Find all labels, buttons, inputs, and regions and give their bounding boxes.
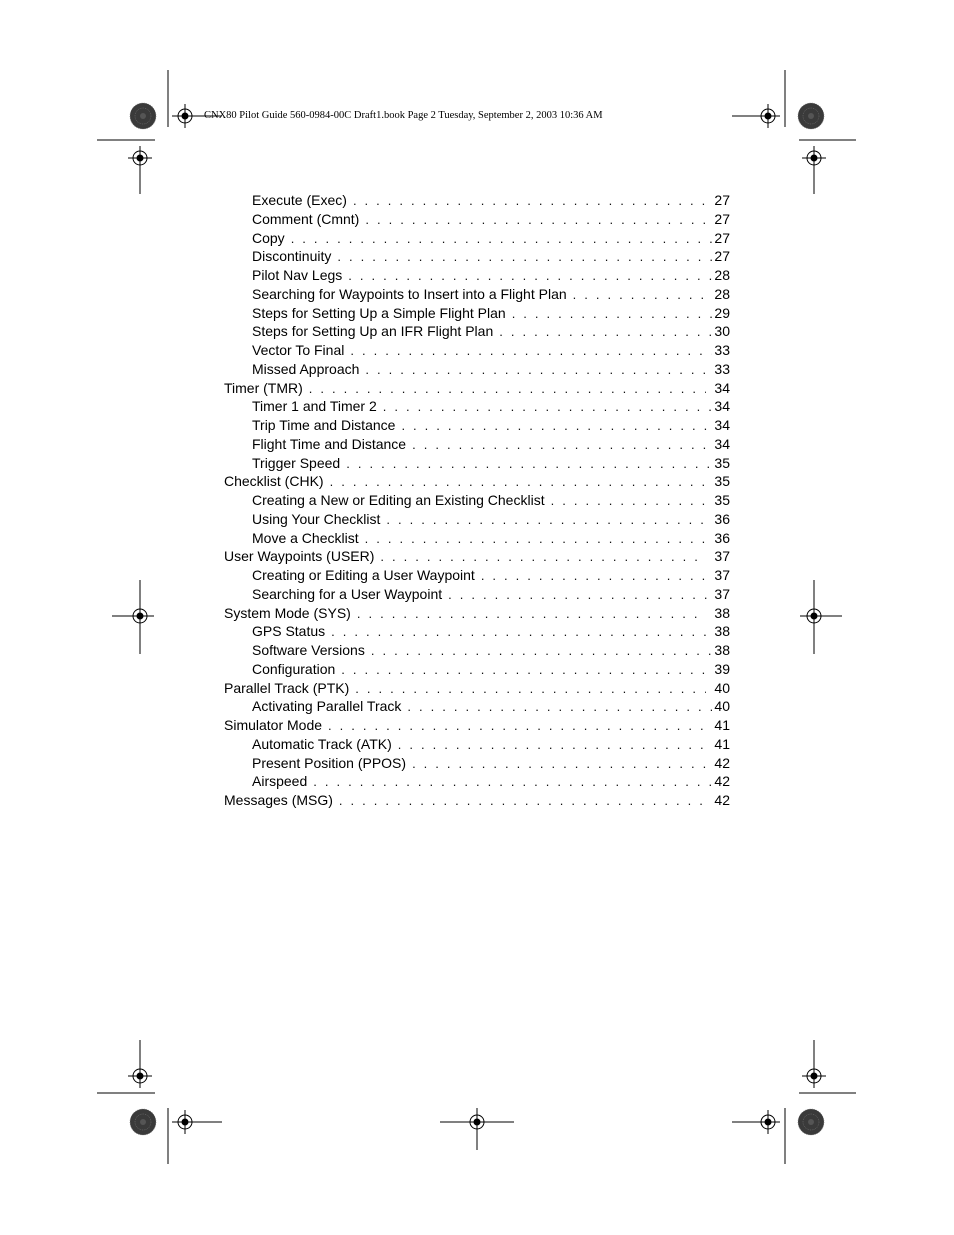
- toc-entry-page: 41: [714, 735, 730, 752]
- toc-subsection-entry: [224, 191, 730, 210]
- toc-entry-title: Configuration: [252, 660, 336, 677]
- toc-subsection-entry: [224, 416, 730, 435]
- toc-subsection-entry: [224, 397, 730, 416]
- toc-dot-leader: [551, 492, 713, 511]
- toc-entry-title: Software Versions: [252, 642, 365, 658]
- toc-entry-page: 37: [714, 548, 730, 565]
- toc-entry-title: Vector To Final: [252, 342, 345, 358]
- toc-entry-title: Using Your Checklist: [252, 510, 381, 527]
- toc-dot-leader: [328, 717, 706, 736]
- toc-dot-leader: [365, 211, 712, 230]
- toc-subsection-entry: [224, 772, 730, 791]
- toc-entry-title: Steps for Setting Up a Simple Flight Plan: [252, 304, 506, 321]
- toc-section-entry: [224, 547, 730, 566]
- toc-subsection-entry: [224, 322, 730, 341]
- toc-section-entry: [224, 379, 730, 398]
- toc-entry-page: 27: [714, 248, 730, 265]
- toc-entry-page: 33: [714, 360, 730, 377]
- toc-subsection-entry: [224, 285, 730, 304]
- toc-dot-leader: [401, 417, 712, 436]
- toc-entry-title: Present Position (PPOS): [252, 754, 407, 771]
- slug-line: CNX80 Pilot Guide 560-0984-00C Draft1.book Page 2 Tuesday, September 2, 2003 10:36 AM: [204, 110, 603, 121]
- toc-entry-title: Flight Time and Distance: [252, 435, 407, 452]
- toc-entry-title: Checklist (CHK): [224, 473, 324, 490]
- toc-subsection-entry: [224, 697, 730, 716]
- toc-entry-title: Trigger Speed: [252, 454, 341, 471]
- toc-entry-title: Searching for a User Waypoint: [252, 585, 443, 602]
- toc-dot-leader: [386, 511, 712, 530]
- toc-subsection-entry: [224, 641, 730, 660]
- toc-dot-leader: [339, 792, 707, 811]
- toc-dot-leader: [331, 623, 712, 642]
- toc-dot-leader: [380, 548, 706, 567]
- toc-entry-title: Searching for Waypoints to Insert into a Flight Plan: [252, 285, 567, 302]
- toc-entry-title: Missed Approach: [252, 360, 360, 377]
- toc-section-entry: [224, 472, 730, 491]
- toc-subsection-entry: [224, 266, 730, 285]
- toc-entry-title: Discontinuity: [252, 248, 332, 265]
- toc-entry-page: 35: [714, 454, 730, 471]
- toc-entry-title: Messages (MSG): [224, 792, 333, 808]
- toc-entry-title: Steps for Setting Up an IFR Flight Plan: [252, 323, 494, 340]
- toc-subsection-entry: [224, 491, 730, 510]
- toc-dot-leader: [371, 642, 713, 661]
- toc-entry-title: GPS Status: [252, 623, 326, 640]
- toc-dot-leader: [407, 698, 712, 717]
- toc-entry-title: Pilot Nav Legs: [252, 267, 343, 283]
- toc-entry-page: 36: [714, 510, 730, 527]
- toc-entry-page: 33: [714, 342, 730, 358]
- toc-dot-leader: [412, 436, 712, 455]
- toc-dot-leader: [499, 323, 712, 342]
- toc-entry-page: 42: [714, 754, 730, 771]
- toc-entry-title: Activating Parallel Track: [252, 698, 402, 715]
- toc-entry-title: Copy: [252, 229, 285, 246]
- table-of-contents: [224, 191, 730, 810]
- toc-entry-title: Move a Checklist: [252, 529, 359, 546]
- toc-dot-leader: [346, 455, 712, 474]
- toc-dot-leader: [309, 380, 707, 399]
- toc-entry-page: 39: [714, 660, 730, 677]
- toc-entry-title: Timer 1 and Timer 2: [252, 398, 377, 415]
- toc-section-entry: [224, 604, 730, 623]
- toc-dot-leader: [341, 661, 712, 680]
- toc-entry-page: 37: [714, 585, 730, 602]
- toc-dot-leader: [412, 755, 712, 774]
- toc-entry-page: 42: [714, 792, 730, 808]
- toc-subsection-entry: [224, 622, 730, 641]
- toc-dot-leader: [348, 267, 712, 286]
- toc-dot-leader: [448, 586, 712, 605]
- toc-subsection-entry: [224, 247, 730, 266]
- toc-entry-page: 28: [714, 267, 730, 283]
- toc-entry-page: 34: [714, 398, 730, 415]
- toc-dot-leader: [481, 567, 713, 586]
- toc-section-entry: [224, 679, 730, 698]
- toc-dot-leader: [291, 230, 713, 249]
- toc-subsection-entry: [224, 529, 730, 548]
- toc-subsection-entry: [224, 585, 730, 604]
- toc-subsection-entry: [224, 454, 730, 473]
- toc-subsection-entry: [224, 510, 730, 529]
- toc-entry-title: System Mode (SYS): [224, 604, 351, 621]
- toc-dot-leader: [337, 248, 712, 267]
- toc-entry-title: Execute (Exec): [252, 192, 347, 208]
- toc-dot-leader: [512, 305, 713, 324]
- toc-entry-page: 28: [714, 285, 730, 302]
- toc-entry-page: 35: [714, 492, 730, 508]
- toc-entry-page: 34: [714, 379, 730, 396]
- toc-entry-title: Creating a New or Editing an Existing Checklist: [252, 492, 545, 508]
- toc-entry-page: 42: [714, 773, 730, 790]
- toc-subsection-entry: [224, 229, 730, 248]
- toc-entry-page: 38: [714, 623, 730, 640]
- toc-dot-leader: [573, 286, 713, 305]
- toc-entry-title: Simulator Mode: [224, 717, 323, 733]
- toc-subsection-entry: [224, 660, 730, 679]
- toc-entry-title: Trip Time and Distance: [252, 417, 396, 433]
- toc-dot-leader: [350, 342, 712, 361]
- toc-entry-title: Comment (Cmnt): [252, 210, 360, 227]
- toc-entry-page: 37: [714, 567, 730, 583]
- toc-entry-page: 27: [714, 229, 730, 246]
- toc-entry-page: 40: [714, 679, 730, 696]
- toc-dot-leader: [357, 605, 707, 624]
- toc-entry-title: Timer (TMR): [224, 379, 303, 396]
- toc-entry-page: 40: [714, 698, 730, 715]
- toc-dot-leader: [365, 361, 712, 380]
- toc-entry-page: 30: [714, 323, 730, 340]
- toc-subsection-entry: [224, 360, 730, 379]
- toc-dot-leader: [383, 398, 713, 417]
- toc-section-entry: [224, 791, 730, 810]
- toc-section-entry: [224, 716, 730, 735]
- toc-entry-page: 34: [714, 435, 730, 452]
- toc-dot-leader: [330, 473, 707, 492]
- toc-subsection-entry: [224, 735, 730, 754]
- toc-entry-title: Automatic Track (ATK): [252, 735, 392, 752]
- toc-dot-leader: [355, 680, 706, 699]
- toc-entry-title: Parallel Track (PTK): [224, 679, 350, 696]
- toc-entry-page: 27: [714, 192, 730, 208]
- toc-entry-page: 38: [714, 642, 730, 658]
- toc-entry-page: 34: [714, 417, 730, 433]
- toc-entry-page: 35: [714, 473, 730, 490]
- toc-entry-page: 38: [714, 604, 730, 621]
- toc-entry-page: 29: [714, 304, 730, 321]
- toc-entry-page: 36: [714, 529, 730, 546]
- toc-subsection-entry: [224, 210, 730, 229]
- toc-entry-page: 41: [714, 717, 730, 733]
- toc-dot-leader: [313, 773, 712, 792]
- toc-entry-title: Creating or Editing a User Waypoint: [252, 567, 475, 583]
- toc-entry-title: User Waypoints (USER): [224, 548, 375, 565]
- toc-entry-page: 27: [714, 210, 730, 227]
- toc-entry-title: Airspeed: [252, 773, 308, 790]
- toc-subsection-entry: [224, 341, 730, 360]
- toc-subsection-entry: [224, 304, 730, 323]
- toc-subsection-entry: [224, 754, 730, 773]
- toc-dot-leader: [398, 736, 713, 755]
- toc-dot-leader: [353, 192, 712, 211]
- toc-subsection-entry: [224, 566, 730, 585]
- toc-dot-leader: [365, 530, 713, 549]
- toc-subsection-entry: [224, 435, 730, 454]
